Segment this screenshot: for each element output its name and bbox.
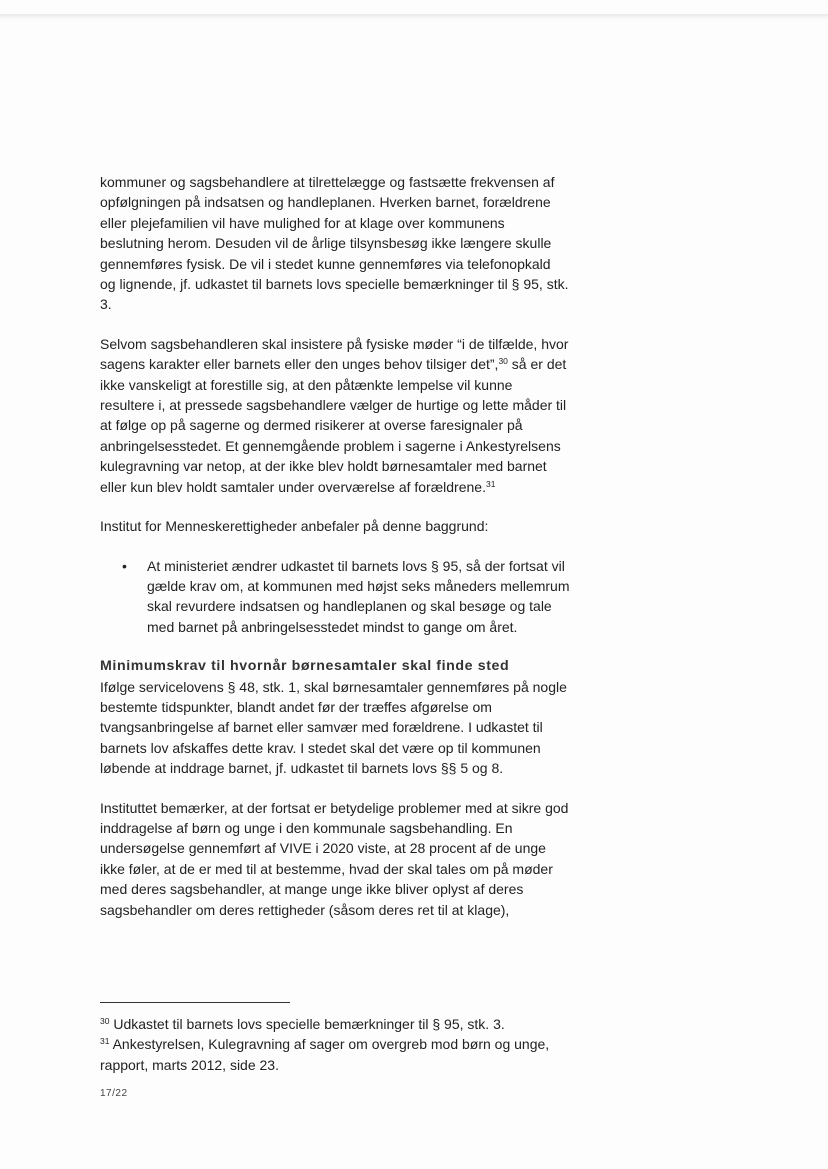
paragraph-2-text-a: Selvom sagsbehandleren skal insistere på fysiske møder “i de tilfælde, hvor sagens karakter eller barnets eller den unges behov tilsiger det”, <box>100 335 569 373</box>
paragraph-4: Ifølge servicelovens § 48, stk. 1, skal børnesamtaler gennemføres på nogle bestemte tidspunkter, blandt andet før der træffes afgørelse om tvangsanbringelse af barnet eller samvær med forældrene. I udkastet til barnets lov afskaffes dette krav. I stedet skal det være op til kommunen løbende at inddrage barnet, jf. udkastet til barnets lovs §§ 5 og 8. <box>100 678 567 777</box>
footnote-30 <box>100 1014 575 1034</box>
section-heading: Minimumskrav til hvornår børnesamtaler skal finde sted <box>100 658 510 675</box>
footnote-divider <box>100 1002 290 1003</box>
paragraph-2 <box>100 334 570 497</box>
bullet-icon: • <box>122 557 127 574</box>
footnote-number: 30 <box>100 1016 110 1026</box>
paragraph-5: Instituttet bemærker, at der fortsat er betydelige problemer med at sikre god inddragelse af børn og unge i den kommunale sagsbehandling. En undersøgelse gennemført af VIVE i 2020 viste, at 28 procent af de unge ikke føler, at de er med til at bestemme, hvad der skal tales om på møder med deres sagsbehandler, at mange unge ikke bliver oplyst af deres sagsbehandler om deres rettigheder (såsom deres ret til at klage), <box>100 799 569 918</box>
recommendation-item <box>100 556 570 638</box>
paragraph-2-text-b: så er det ikke vanskeligt at forestille sig, at den påtænkte lempelse vil kunne resultere i, at pressede sagsbehandlere vælger de hurtige og lette måder til at følge op på sagerne og dermed risikerer at overse faresignaler på anbringelsesstedet. Et gennemgående problem i sagerne i Ankestyrelsens kulegravning var netop, at der ikke blev holdt børnesamtaler med barnet eller kun blev holdt samtaler under overværelse af forældrene. <box>100 356 567 495</box>
footnote-text: Udkastet til barnets lovs specielle bemærkninger til § 95, stk. 3. <box>109 1016 505 1032</box>
footnote-text: Ankestyrelsen, Kulegravning af sager om overgreb mod børn og unge, rapport, marts 2012, side 23. <box>100 1036 550 1073</box>
recommendation-list <box>100 556 570 638</box>
footnote-ref-31[interactable]: 31 <box>485 478 496 489</box>
scan-edge <box>0 14 828 20</box>
footnote-number: 31 <box>100 1036 110 1047</box>
recommendation-text: At ministeriet ændrer udkastet til barnets lovs § 95, så der fortsat vil gælde krav om, at kommunen med højst seks måneders mellemrum skal revurdere indsatsen og handleplanen og skal besøge og tale med barnet på anbringelsesstedet mindst to gange om året. <box>147 557 570 635</box>
footnote-ref-30[interactable]: 30 <box>498 356 508 367</box>
page-number: 17/22 <box>100 1088 128 1099</box>
footnote-31 <box>100 1034 575 1075</box>
paragraph-1: kommuner og sagsbehandlere at tilrettelægge og fastsætte frekvensen af opfølgningen på indsatsen og handleplanen. Hverken barnet, forældrene eller plejefamilien vil have mulighed for at klage over kommunens beslutning herom. Desuden vil de årlige tilsynsbesøg ikke længere skulle gennemføres fysisk. De vil i stedet kunne gennemføres via telefonopkald og lignende, jf. udkastet til barnets lovs specielle bemærkninger til § 95, stk. 3. <box>100 174 569 313</box>
footnotes <box>100 1014 575 1075</box>
document-body <box>100 172 570 920</box>
paragraph-3: Institut for Menneskerettigheder anbefaler på denne baggrund: <box>100 518 489 535</box>
